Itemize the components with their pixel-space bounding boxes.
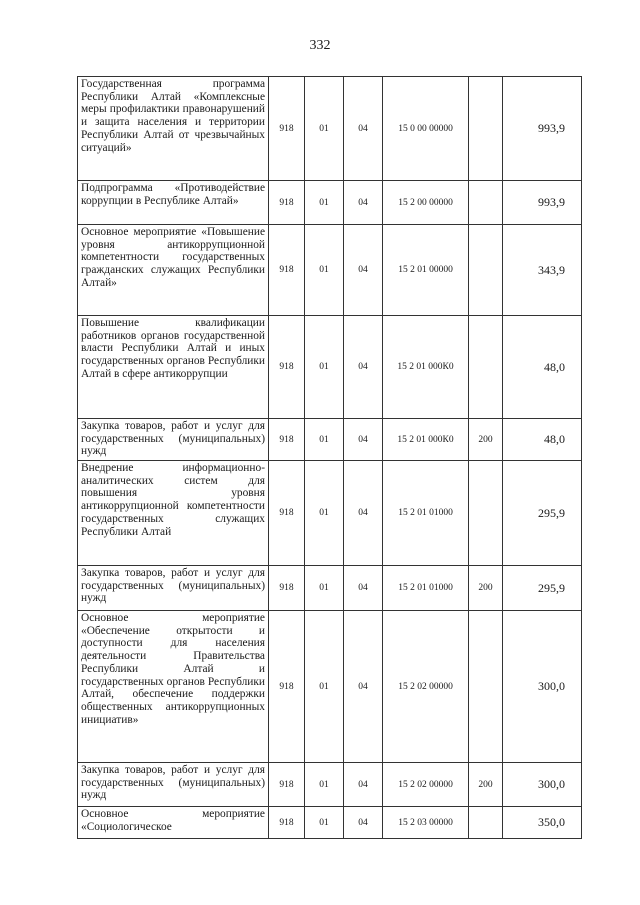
row-name: Закупка товаров, работ и услуг для государственных (муниципальных) нужд bbox=[78, 419, 269, 461]
row-name: Государственная программа Республики Алтай «Комплексные меры профилактики правонарушений и защита населения и территории Республики Алтай от чрезвычайных ситуаций» bbox=[78, 77, 269, 181]
row-amount: 295,9 bbox=[503, 461, 582, 566]
row-ved: 918 bbox=[269, 77, 305, 181]
row-vr: 200 bbox=[469, 419, 503, 461]
row-csr: 15 2 01 000К0 bbox=[383, 316, 469, 419]
table-row bbox=[78, 611, 582, 763]
row-ved: 918 bbox=[269, 181, 305, 225]
row-ved: 918 bbox=[269, 225, 305, 316]
row-pr: 04 bbox=[344, 763, 383, 807]
row-pr: 04 bbox=[344, 225, 383, 316]
row-ved: 918 bbox=[269, 419, 305, 461]
row-vr bbox=[469, 611, 503, 763]
row-name: Подпрограмма «Противодействие коррупции в Республике Алтай» bbox=[78, 181, 269, 225]
row-name: Основное мероприятие «Обеспечение открытости и доступности для населения деятельности Правительства Республики Алтай и государственных органов Республики Алтай, обеспечение поддержки общественных антикоррупционных инициатив» bbox=[78, 611, 269, 763]
row-vr bbox=[469, 807, 503, 839]
row-name: Основное мероприятие «Повышение уровня антикоррупционной компетентности государственных гражданских служащих Республики Алтай» bbox=[78, 225, 269, 316]
row-pr: 04 bbox=[344, 461, 383, 566]
row-amount: 300,0 bbox=[503, 611, 582, 763]
row-pr: 04 bbox=[344, 419, 383, 461]
row-rz: 01 bbox=[305, 181, 344, 225]
row-csr: 15 2 02 00000 bbox=[383, 611, 469, 763]
row-rz: 01 bbox=[305, 225, 344, 316]
row-vr: 200 bbox=[469, 763, 503, 807]
row-amount: 48,0 bbox=[503, 316, 582, 419]
row-amount: 993,9 bbox=[503, 77, 582, 181]
row-vr: 200 bbox=[469, 566, 503, 611]
row-pr: 04 bbox=[344, 316, 383, 419]
row-pr: 04 bbox=[344, 807, 383, 839]
row-vr bbox=[469, 181, 503, 225]
table-row bbox=[78, 807, 582, 839]
row-pr: 04 bbox=[344, 77, 383, 181]
row-csr: 15 2 01 000К0 bbox=[383, 419, 469, 461]
table-row bbox=[78, 763, 582, 807]
row-csr: 15 0 00 00000 bbox=[383, 77, 469, 181]
row-amount: 993,9 bbox=[503, 181, 582, 225]
table-row bbox=[78, 566, 582, 611]
table-row bbox=[78, 316, 582, 419]
row-name: Повышение квалификации работников органов государственной власти Республики Алтай и иных государственных органов Республики Алтай в сфере антикоррупции bbox=[78, 316, 269, 419]
row-ved: 918 bbox=[269, 566, 305, 611]
row-rz: 01 bbox=[305, 461, 344, 566]
table-row bbox=[78, 77, 582, 181]
row-ved: 918 bbox=[269, 316, 305, 419]
row-rz: 01 bbox=[305, 611, 344, 763]
row-name: Основное мероприятие «Социологическое bbox=[78, 807, 269, 839]
row-vr bbox=[469, 77, 503, 181]
row-name: Закупка товаров, работ и услуг для государственных (муниципальных) нужд bbox=[78, 763, 269, 807]
row-rz: 01 bbox=[305, 419, 344, 461]
row-rz: 01 bbox=[305, 77, 344, 181]
row-name: Внедрение информационно-аналитических систем для повышения уровня антикоррупционной компетентности государственных служащих Республики Алтай bbox=[78, 461, 269, 566]
table-row bbox=[78, 419, 582, 461]
row-name: Закупка товаров, работ и услуг для государственных (муниципальных) нужд bbox=[78, 566, 269, 611]
budget-table bbox=[77, 76, 582, 839]
row-csr: 15 2 01 01000 bbox=[383, 566, 469, 611]
row-amount: 343,9 bbox=[503, 225, 582, 316]
row-vr bbox=[469, 225, 503, 316]
table-row bbox=[78, 181, 582, 225]
row-amount: 48,0 bbox=[503, 419, 582, 461]
table-row bbox=[78, 461, 582, 566]
row-csr: 15 2 03 00000 bbox=[383, 807, 469, 839]
row-csr: 15 2 01 00000 bbox=[383, 225, 469, 316]
row-csr: 15 2 00 00000 bbox=[383, 181, 469, 225]
row-amount: 350,0 bbox=[503, 807, 582, 839]
row-ved: 918 bbox=[269, 763, 305, 807]
row-pr: 04 bbox=[344, 566, 383, 611]
row-amount: 300,0 bbox=[503, 763, 582, 807]
row-vr bbox=[469, 461, 503, 566]
table-row bbox=[78, 225, 582, 316]
row-ved: 918 bbox=[269, 807, 305, 839]
row-rz: 01 bbox=[305, 566, 344, 611]
row-pr: 04 bbox=[344, 181, 383, 225]
row-pr: 04 bbox=[344, 611, 383, 763]
row-ved: 918 bbox=[269, 611, 305, 763]
row-rz: 01 bbox=[305, 316, 344, 419]
row-csr: 15 2 02 00000 bbox=[383, 763, 469, 807]
row-csr: 15 2 01 01000 bbox=[383, 461, 469, 566]
row-rz: 01 bbox=[305, 763, 344, 807]
page-number: 332 bbox=[309, 38, 331, 53]
row-vr bbox=[469, 316, 503, 419]
row-ved: 918 bbox=[269, 461, 305, 566]
row-amount: 295,9 bbox=[503, 566, 582, 611]
row-rz: 01 bbox=[305, 807, 344, 839]
